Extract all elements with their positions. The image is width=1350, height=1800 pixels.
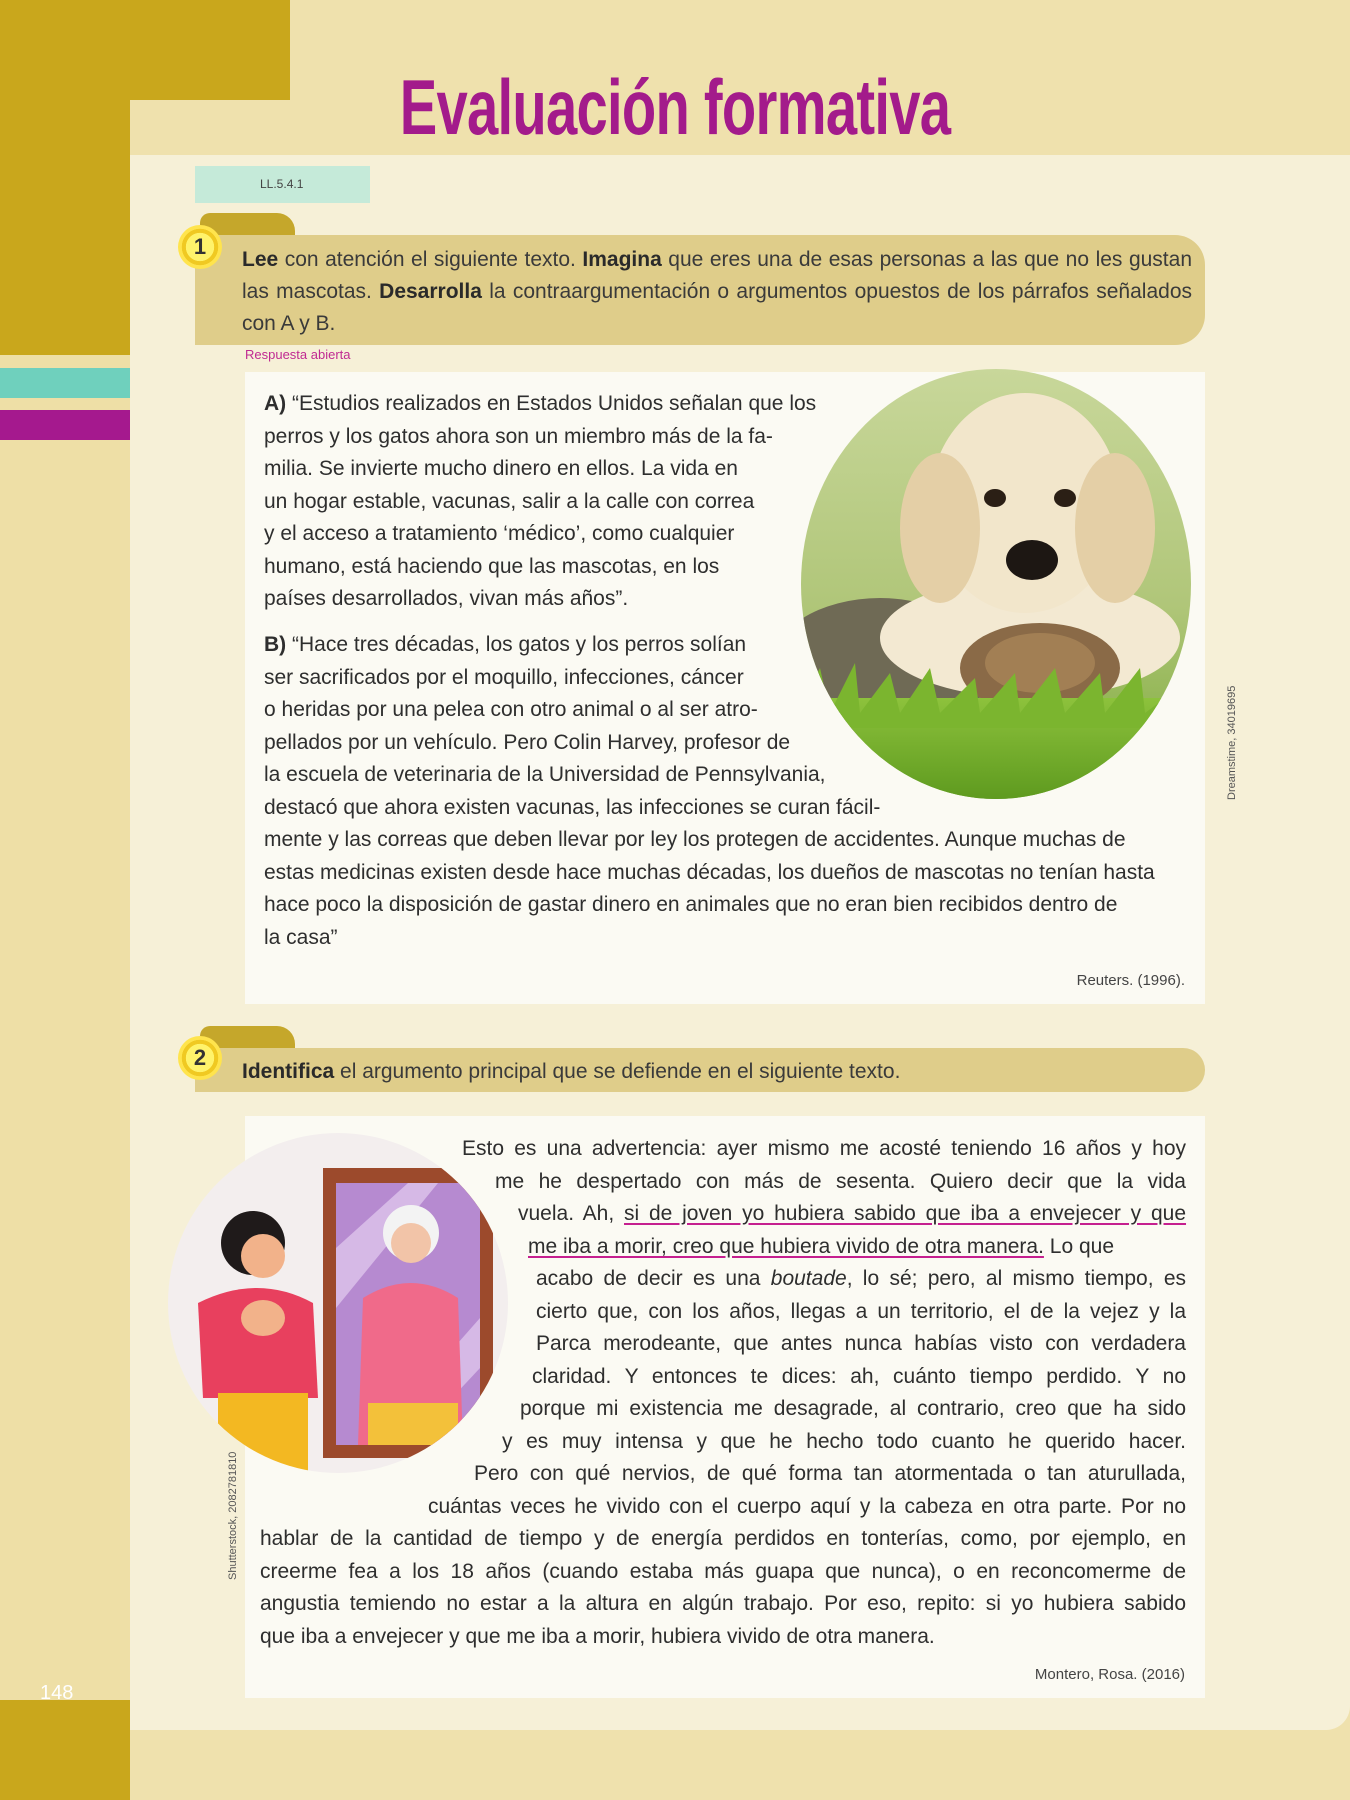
text-line: claridad. Y entonces te dices: ah, cuánto tiempo perdido. Y no — [532, 1364, 1186, 1388]
text-line: Parca merodeante, que antes nunca habías visto con verdadera — [536, 1332, 1186, 1355]
text-line — [260, 1198, 1186, 1231]
text-line: “Hace tres décadas, los gatos y los perros solían — [292, 633, 747, 656]
skill-code-tag: LL.5.4.1 — [195, 166, 370, 203]
answer-note: Respuesta abierta — [245, 347, 351, 362]
gold-bottom-block — [0, 1700, 130, 1800]
photo-credit: Dreamstime, 34019695 — [1226, 685, 1238, 800]
text-fragment: Lo que — [1043, 1234, 1115, 1258]
text-line: países desarrollados, vivan más años”. — [264, 587, 629, 610]
paragraph-b — [264, 629, 1194, 954]
text-line: hace poco la disposición de gastar dinero en animales que no eran bien recibidos dentro de — [264, 893, 1118, 916]
text-line: milia. Se invierte mucho dinero en ellos. La vida en — [264, 457, 738, 480]
text-line: “Estudios realizados en Estados Unidos señalan que los — [292, 392, 817, 415]
magenta-accent-bar — [0, 410, 130, 440]
underlined-argument: si de joven yo hubiera sabido que iba a envejecer y que — [624, 1202, 1187, 1225]
text-line: y el acceso a tratamiento ‘médico’, como cualquier — [264, 522, 735, 545]
text-line: la casa” — [264, 925, 338, 949]
instruction-text: que eres una de esas personas a las que no les gustan las mascotas. — [242, 248, 1192, 303]
image-credit: Shutterstock, 2082781810 — [227, 1451, 239, 1580]
underlined-argument: me iba a morir, creo que hubiera vivido de otra manera. — [528, 1234, 1044, 1258]
instruction-text: el argumento principal que se defiende en el siguiente texto. — [334, 1060, 901, 1083]
page-number: 148 — [40, 1682, 74, 1704]
text-line: la escuela de veterinaria de la Universidad de Pennsylvania, — [264, 763, 826, 786]
paragraph-a-line — [264, 388, 824, 421]
activity2-text — [260, 1133, 1186, 1653]
instruction-text: con atención el siguiente texto. — [278, 248, 583, 271]
text-line: y es muy intensa y que he hecho todo cuanto he querido hacer. — [502, 1429, 1186, 1453]
text-line: destacó que ahora existen vacunas, las infecciones se curan fácil- — [264, 795, 881, 819]
text-line — [260, 1231, 1186, 1264]
verb-lee: Lee — [242, 248, 279, 271]
paragraph-a — [264, 388, 824, 616]
text-line: hablar de la cantidad de tiempo y de energía perdidos en tonterías, como, por ejemplo, en — [260, 1527, 1186, 1550]
source-citation: Montero, Rosa. (2016) — [1034, 1666, 1185, 1683]
text-line: cierto que, con los años, llegas a un territorio, el de la vejez y la — [536, 1299, 1186, 1323]
text-line: un hogar estable, vacunas, salir a la calle con correa — [264, 489, 755, 513]
source-citation: Reuters. (1996). — [1076, 972, 1185, 989]
text-fragment: , lo sé; pero, al mismo tiempo, es — [846, 1267, 1186, 1290]
activity2-number-badge: 2 — [178, 1036, 222, 1080]
text-line — [260, 1263, 1186, 1296]
teal-accent-bar — [0, 368, 130, 398]
text-fragment: acabo de decir es una — [536, 1267, 771, 1290]
text-line: perros y los gatos ahora son un miembro más de la fa- — [264, 424, 773, 448]
text-line: angustia temiendo no estar a la altura en algún trabajo. Por eso, repito: si yo hubiera sabido — [260, 1592, 1186, 1615]
text-line: que iba a envejecer y que me iba a morir, hubiera vivido de otra manera. — [260, 1624, 935, 1648]
verb-identifica: Identifica — [242, 1060, 335, 1083]
activity1-instruction — [242, 244, 1192, 340]
paragraph-b-label: B) — [264, 633, 287, 656]
italic-word: boutade — [770, 1267, 847, 1290]
text-line: creerme fea a los 18 años (cuando estaba más guapa que nunca), o en reconcomerme de — [260, 1559, 1186, 1583]
text-fragment: vuela. Ah, — [518, 1202, 625, 1225]
verb-desarrolla: Desarrolla — [379, 280, 482, 303]
text-line: Esto es una advertencia: ayer mismo me acosté teniendo 16 años y hoy — [462, 1137, 1186, 1160]
text-line: estas medicinas existen desde hace muchas décadas, los dueños de mascotas no tenían hasta — [264, 860, 1155, 884]
text-line: ser sacrificados por el moquillo, infecciones, cáncer — [264, 665, 744, 689]
paragraph-b-line — [264, 629, 1194, 662]
page-title: Evaluación formativa — [399, 63, 951, 151]
instruction-text: la contraargumentación o argumentos opuestos de los párrafos señalados con A y B. — [242, 280, 1192, 335]
activity1-number-badge: 1 — [178, 225, 222, 269]
text-line: humano, está haciendo que las mascotas, en los — [264, 554, 720, 578]
text-line: o heridas por una pelea con otro animal o al ser atro- — [264, 698, 758, 721]
text-line: Pero con qué nervios, de qué forma tan atormentada o tan aturullada, — [474, 1462, 1186, 1485]
paragraph-a-label: A) — [264, 392, 287, 415]
verb-imagina: Imagina — [582, 248, 662, 271]
bottom-strip — [130, 1730, 1350, 1800]
text-line: me he despertado con más de sesenta. Quiero decir que la vida — [495, 1169, 1186, 1193]
text-line: porque mi existencia me desagrade, al contrario, creo que ha sido — [520, 1397, 1186, 1420]
text-line: cuántas veces he vivido con el cuerpo aquí y la cabeza en otra parte. Por no — [428, 1494, 1186, 1518]
text-line: pellados por un vehículo. Pero Colin Harvey, profesor de — [264, 730, 791, 754]
text-line: mente y las correas que deben llevar por ley los protegen de accidentes. Aunque muchas de — [264, 828, 1126, 851]
activity2-instruction — [242, 1056, 900, 1088]
